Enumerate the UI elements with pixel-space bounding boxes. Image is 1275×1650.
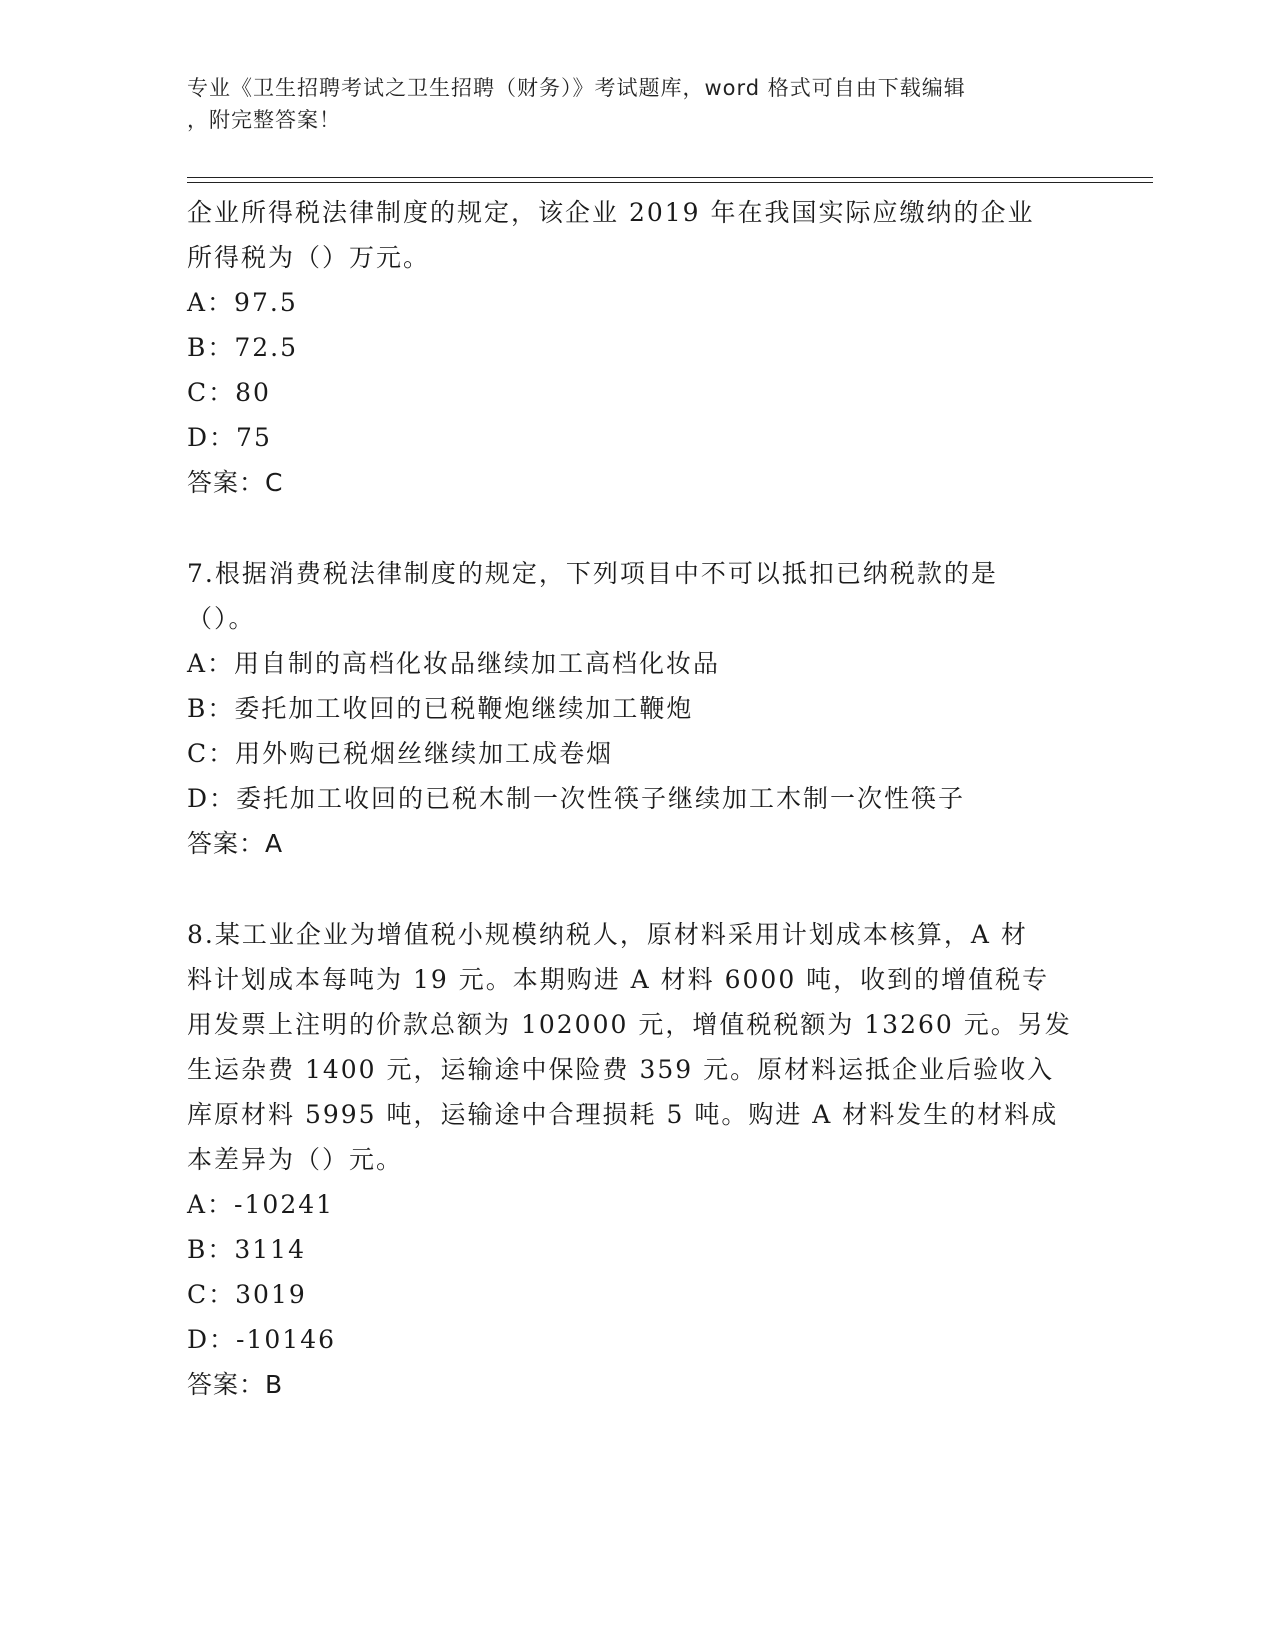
answer-label: 答案：C — [187, 468, 284, 497]
option-a: A：-10241 — [187, 1190, 335, 1219]
option-d: D：75 — [187, 423, 272, 452]
header-line-2: ，附完整答案！ — [187, 108, 341, 132]
question-text-line: 用发票上注明的价款总额为 102000 元，增值税税额为 13260 元。另发 — [187, 1010, 1072, 1039]
question-6 — [187, 190, 1087, 505]
question-text-line: 料计划成本每吨为 19 元。本期购进 A 材料 6000 吨，收到的增值税专 — [187, 965, 1050, 994]
option-b: B：委托加工收回的已税鞭炮继续加工鞭炮 — [187, 694, 694, 723]
option-a: A：用自制的高档化妆品继续加工高档化妆品 — [187, 649, 721, 678]
header-divider-top — [187, 177, 1153, 178]
document-header — [187, 72, 1067, 136]
option-c: C：80 — [187, 378, 271, 407]
option-b: B：3114 — [187, 1235, 306, 1264]
header-line-1: 专业《卫生招聘考试之卫生招聘（财务）》考试题库，word 格式可自由下载编辑 — [187, 76, 966, 100]
question-8 — [187, 912, 1087, 1407]
question-text-line: 所得税为（）万元。 — [187, 243, 431, 272]
question-text-line: 本差异为（）元。 — [187, 1145, 404, 1174]
option-a: A：97.5 — [187, 288, 298, 317]
question-text-line: 生运杂费 1400 元，运输途中保险费 359 元。原材料运抵企业后验收入 — [187, 1055, 1055, 1084]
question-text-line: 企业所得税法律制度的规定，该企业 2019 年在我国实际应缴纳的企业 — [187, 198, 1035, 227]
question-text-line: 8.某工业企业为增值税小规模纳税人，原材料采用计划成本核算，A 材 — [187, 920, 1028, 949]
option-c: C：用外购已税烟丝继续加工成卷烟 — [187, 739, 614, 768]
option-d: D：-10146 — [187, 1325, 337, 1354]
header-divider-bottom — [187, 182, 1153, 183]
option-d: D：委托加工收回的已税木制一次性筷子继续加工木制一次性筷子 — [187, 784, 966, 813]
option-b: B：72.5 — [187, 333, 299, 362]
answer-label: 答案：A — [187, 829, 284, 858]
question-text-line: 库原材料 5995 吨，运输途中合理损耗 5 吨。购进 A 材料发生的材料成 — [187, 1100, 1059, 1129]
question-text-line: 7.根据消费税法律制度的规定，下列项目中不可以抵扣已纳税款的是 — [187, 559, 998, 588]
answer-label: 答案：B — [187, 1370, 284, 1399]
option-c: C：3019 — [187, 1280, 307, 1309]
question-list — [187, 190, 1087, 1407]
question-text-line: （）。 — [187, 604, 256, 633]
question-7 — [187, 551, 1087, 866]
